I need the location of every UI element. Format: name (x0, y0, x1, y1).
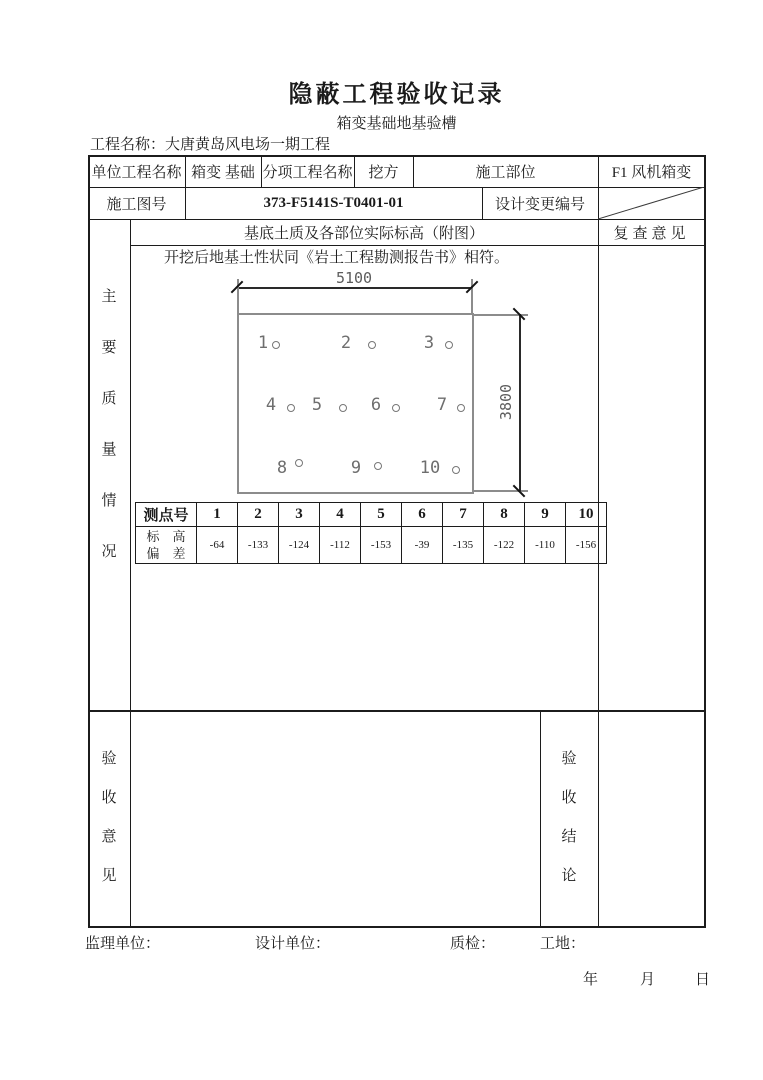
survey-point-marker (368, 341, 376, 349)
survey-point-9: 9 (350, 458, 362, 478)
elevation-label-line2: 偏 差 (146, 546, 186, 561)
survey-value: -122 (484, 527, 525, 564)
survey-point-3: 3 (423, 333, 435, 353)
supervision-unit-label: 监理单位： (85, 936, 161, 952)
sub-project-label: 分项工程名称 (262, 164, 353, 181)
survey-point-marker (287, 404, 295, 412)
unit-project-value: 箱变 基础 (191, 164, 255, 181)
survey-point-8: 8 (276, 458, 288, 478)
width-dimension-label: 5100 (335, 268, 373, 287)
survey-value: -156 (566, 527, 607, 564)
survey-value: -110 (525, 527, 566, 564)
document-subtitle: 箱变基础地基验槽 (336, 116, 457, 132)
table-border-bottom (88, 926, 706, 928)
survey-col-header: 7 (443, 503, 484, 527)
survey-point-marker (452, 466, 460, 474)
soil-section-header: 基底土质及各部位实际标高（附图） (243, 225, 484, 242)
design-change-label: 设计变更编号 (494, 196, 585, 213)
survey-col-header: 1 (197, 503, 238, 527)
height-dimension-label: 3800 (497, 383, 515, 421)
survey-value: -112 (320, 527, 361, 564)
sub-project-value: 挖方 (368, 164, 399, 181)
survey-point-marker (445, 341, 453, 349)
survey-col-header: 2 (238, 503, 279, 527)
drawing-no-label: 施工图号 (106, 196, 167, 213)
location-value: F1 风机箱变 (611, 164, 692, 181)
elevation-label-line1: 标 高 (146, 529, 186, 544)
month-label: 月 (640, 972, 656, 988)
survey-col-header: 3 (279, 503, 320, 527)
survey-value: -153 (361, 527, 402, 564)
survey-point-1: 1 (257, 333, 269, 353)
survey-point-marker (457, 404, 465, 412)
design-unit-label: 设计单位： (255, 936, 331, 952)
survey-row-label: 测点号 (136, 503, 197, 527)
grid-line (88, 710, 705, 712)
survey-value: -124 (279, 527, 320, 564)
survey-point-7: 7 (436, 395, 448, 415)
location-label: 施工部位 (475, 164, 536, 181)
drawing-no-value: 373-F5141S-T0401-01 (263, 194, 404, 211)
survey-point-marker (339, 404, 347, 412)
survey-point-marker (374, 462, 382, 470)
survey-col-header: 9 (525, 503, 566, 527)
soil-note: 开挖后地基土性状同《岩土工程勘测报告书》相符。 (164, 249, 510, 266)
survey-col-header: 4 (320, 503, 361, 527)
survey-point-10: 10 (419, 458, 441, 478)
survey-point-2: 2 (340, 333, 352, 353)
site-label: 工地： (540, 936, 586, 952)
elevation-deviation-label (136, 527, 197, 564)
survey-point-5: 5 (311, 395, 323, 415)
survey-value: -39 (402, 527, 443, 564)
survey-point-marker (272, 341, 280, 349)
document-title: 隐蔽工程验收记录 (288, 82, 505, 108)
survey-table (135, 502, 607, 564)
survey-value: -135 (443, 527, 484, 564)
diagonal-slash (598, 187, 704, 219)
survey-col-header: 5 (361, 503, 402, 527)
survey-col-header: 6 (402, 503, 443, 527)
grid-line (130, 219, 131, 926)
acceptance-opinion-label: 验收意见 (101, 751, 117, 884)
survey-value: -133 (238, 527, 279, 564)
main-quality-side-label: 主要质量情况 (101, 289, 117, 560)
survey-point-4: 4 (265, 395, 277, 415)
project-name-line: 工程名称：大唐黄岛风电场一期工程 (90, 137, 331, 153)
acceptance-conclusion-label: 验收结论 (561, 751, 577, 884)
year-label: 年 (583, 972, 599, 988)
review-opinion-label: 复查意见 (613, 225, 690, 242)
table-border-right (704, 155, 706, 928)
survey-point-6: 6 (370, 395, 382, 415)
dimension-line-horizontal (237, 287, 472, 289)
survey-col-header: 8 (484, 503, 525, 527)
quality-check-label: 质检： (450, 936, 496, 952)
survey-col-header: 10 (566, 503, 607, 527)
survey-point-marker (295, 459, 303, 467)
survey-point-marker (392, 404, 400, 412)
unit-project-label: 单位工程名称 (91, 164, 182, 181)
survey-value: -64 (197, 527, 238, 564)
day-label: 日 (695, 972, 711, 988)
